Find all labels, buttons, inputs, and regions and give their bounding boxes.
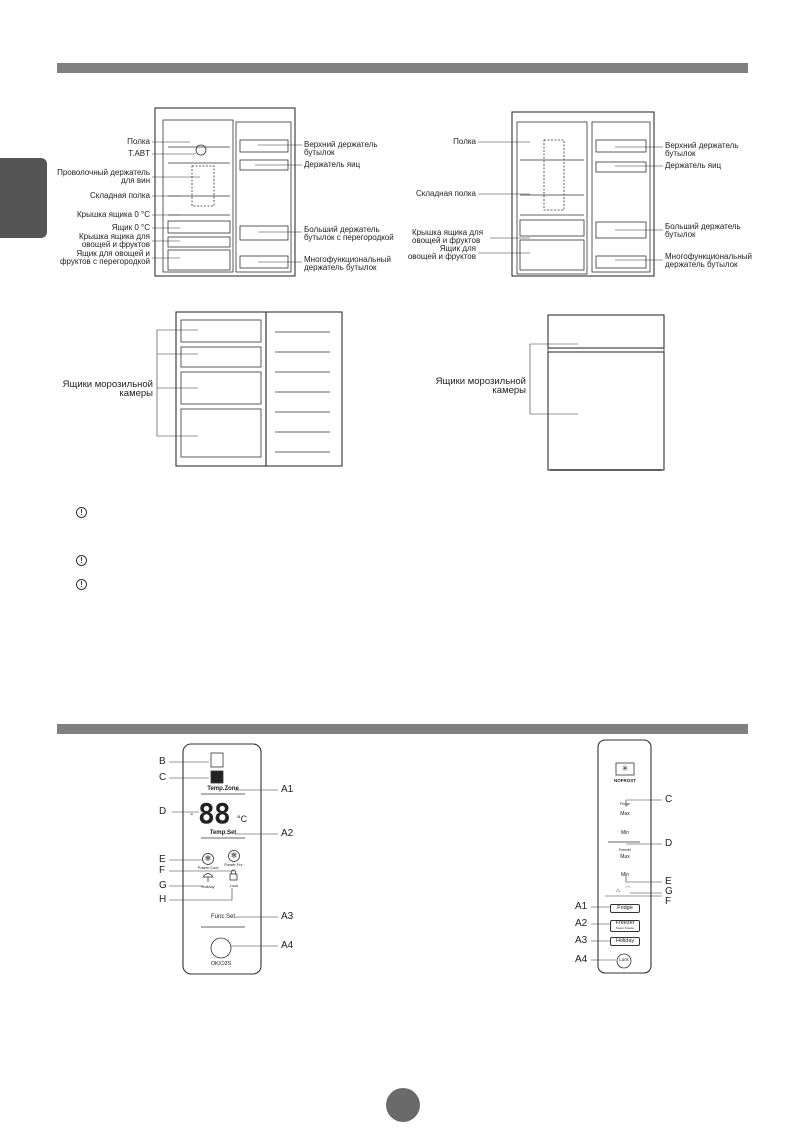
freezer-button-label: Freezer — [615, 920, 635, 926]
label-shelf: Полка — [127, 137, 150, 146]
callout-a2: A2 — [281, 828, 294, 839]
callout-b: B — [159, 756, 166, 767]
ok-label: OK/⏻3S — [210, 961, 232, 967]
fridge-button[interactable]: Fridge — [610, 904, 640, 913]
label-zero-drawer: Ящик 0 °C — [111, 223, 150, 232]
callout-e-right: E — [665, 876, 672, 887]
callout-e: E — [159, 854, 166, 865]
holiday-label: Holiday — [201, 884, 215, 889]
label-crisper-divider: Ящик для овощей и фруктов с перегородкой — [59, 249, 150, 266]
callout-a1: A1 — [281, 784, 294, 795]
warning-icon: ! — [76, 579, 87, 590]
fridge-max-label: Max — [620, 811, 630, 817]
snowflake-icon[interactable]: ❄ — [204, 854, 212, 863]
label-large-bottle-holder: Больший держатель бутылок с перегородкой — [304, 225, 394, 242]
page-number-badge — [386, 1088, 420, 1122]
fridge-zone-title: Fridge — [620, 802, 630, 806]
freezer-min-label: Min — [620, 872, 630, 878]
callout-a4: A4 — [281, 940, 294, 951]
label-egg-holder: Держатель яиц — [304, 160, 361, 169]
snowflake-icon: ✳ — [621, 764, 629, 773]
callout-d: D — [159, 806, 167, 817]
label-freezer-drawers: Ящики морозильной камеры — [62, 379, 153, 399]
label-crisper-2: Ящик для овощей и фруктов — [407, 244, 476, 261]
freezer-button-sublabel: Super Freeze — [615, 926, 635, 930]
label-multi-bottle-holder-2: Многофункциональный держатель бутылок — [665, 252, 752, 269]
warning-icon: ! — [76, 555, 87, 566]
lock-icon: ⌂ — [616, 888, 620, 894]
callout-h: H — [159, 894, 167, 905]
ok-power-button[interactable] — [211, 938, 231, 958]
label-multi-bottle-holder: Многофункциональный держатель бутылок — [304, 255, 391, 272]
callout-a1-right: A1 — [575, 901, 588, 912]
lock-button[interactable]: Lock — [619, 957, 629, 962]
nofrost-label: NOFROST — [614, 778, 636, 783]
freezer-right-leaders — [530, 344, 578, 414]
callout-g-right: G — [665, 886, 673, 897]
label-zero-drawer-cover: Крышка ящика 0 °C — [76, 210, 150, 219]
label-crisper-cover: Крышка ящика для овощей и фруктов — [78, 232, 150, 249]
callout-a4-right: A4 — [575, 954, 588, 965]
holiday-button[interactable]: Holiday — [610, 937, 640, 946]
freezer-left-leaders — [157, 330, 198, 436]
label-crisper-cover-2: Крышка ящика для овощей и фруктов — [412, 228, 484, 245]
freezer-zone-title: Freezer — [618, 848, 632, 852]
label-shelf-2: Полка — [453, 137, 476, 146]
callout-c: C — [159, 772, 167, 783]
fridge-min-label: Min — [620, 830, 630, 836]
callout-g: G — [159, 880, 167, 891]
freezer-right-drawing — [548, 315, 664, 470]
callout-a2-right: A2 — [575, 918, 588, 929]
label-egg-holder-2: Держатель яиц — [665, 161, 722, 170]
fridge-right-drawing — [512, 112, 654, 276]
label-large-bottle-holder-2: Больший держатель бутылок — [665, 222, 741, 239]
holiday-icon: ⌒ — [624, 888, 631, 894]
power-frz-label: Power Frz. — [224, 862, 244, 867]
callout-f-right: F — [665, 896, 672, 907]
fridge-left-drawing — [155, 108, 295, 276]
label-t-abt: T.ABT — [128, 149, 150, 158]
callout-d-right: D — [665, 838, 673, 849]
lock-label: Lock — [229, 883, 239, 888]
temp-zone-label[interactable]: Temp.Zone — [207, 786, 239, 792]
label-freezer-drawers-2: Ящики морозильной камеры — [435, 376, 526, 396]
label-upper-bottle-holder: Верхний держатель бутылок — [304, 140, 378, 157]
temperature-display: - 88 °C — [190, 797, 248, 830]
warning-icon: ! — [76, 507, 87, 518]
label-wine-holder: Проволочный держатель для вин — [57, 168, 150, 185]
freezer-left-drawing — [176, 312, 342, 466]
func-set-button[interactable]: Func.Set — [210, 914, 235, 920]
power-cool-label: Power Cool — [197, 865, 219, 870]
label-upper-bottle-holder-2: Верхний держатель бутылок — [665, 141, 739, 158]
display-unit: °C — [237, 814, 248, 824]
callout-a3-right: A3 — [575, 935, 588, 946]
label-folding-shelf-2: Складная полка — [416, 189, 476, 198]
freezer-max-label: Max — [620, 854, 630, 860]
callout-f: F — [159, 865, 166, 876]
callout-c-right: C — [665, 794, 673, 805]
freezer-button[interactable] — [610, 920, 640, 932]
temp-set-label[interactable]: Temp.Set — [209, 830, 237, 836]
snowflake-icon[interactable]: ❄ — [230, 851, 238, 860]
display-digits: 88 — [198, 797, 230, 830]
label-folding-shelf: Складная полка — [90, 191, 150, 200]
callout-a3: A3 — [281, 911, 294, 922]
